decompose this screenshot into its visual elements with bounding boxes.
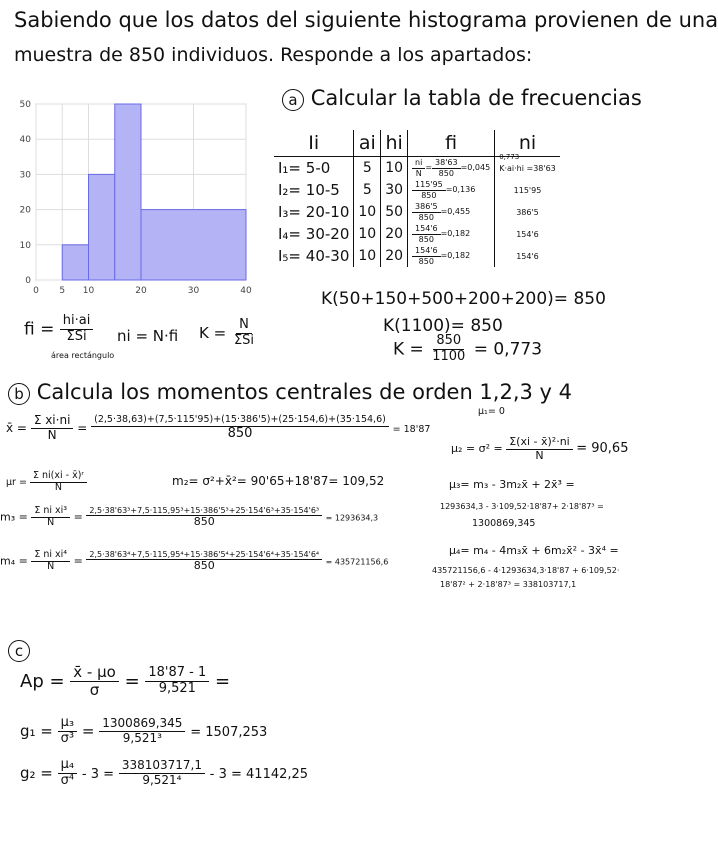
histogram-bar [62,245,88,280]
mean-big-den: 850 [227,425,253,441]
mean-big-num: (2,5·38,63)+(7,5·115'95)+(15·386'5)+(25·154,6)+(35·154,6) [91,415,389,427]
k-formula-lhs: K = [199,323,227,342]
x-tick-label: 30 [187,286,200,296]
section-a-letter: a [282,89,304,111]
g2-formula [20,758,308,789]
g2-den1: σ⁴ [60,772,75,788]
x-tick-label: 20 [135,286,147,296]
k-formula-den: ΣSi [233,332,255,348]
mu4-calc-2: 18'87² + 2·18'87³ = 338103717,1 [440,580,577,589]
mu2-num: Σ(xi - x̄)²·ni [506,436,573,450]
fi-num: ni [412,158,425,168]
k-formula [199,318,257,349]
fi-den: N [415,168,422,178]
header-hi: hi [381,130,408,157]
fi-formula [24,314,93,345]
intro-line-2: muestra de 850 individuos. Responde a los apartados: [14,44,533,66]
fi-den: 850 [418,234,434,244]
fi-mid-num: 38'63 [432,158,461,168]
y-tick-label: 40 [19,135,31,146]
mu4-formula: μ₄= m₄ - 4m₃x̄ + 6m₂x̄² - 3x̄⁴ = [449,544,619,557]
frequency-table [274,130,560,267]
cell-ni [495,223,560,245]
section-b-letter: b [8,383,30,405]
fi-num: 154'6 [412,224,441,234]
header-ni: ni [495,130,560,157]
y-tick-label: 50 [19,100,31,110]
cell-fi [408,179,495,201]
m3-big-den: 850 [193,515,215,529]
x-tick-label: 5 [59,286,66,296]
ap-num2: 18'87 - 1 [145,666,209,682]
m3-formula: m₃ = $\frac{\text{Σ ni xi³}}{N}$ = $\frac{\text{2,5·38'63³+7,5·115,95³+15·386'5³+25·154'6³+35·154'6³}}{850}$ = 1293634,3 [0,505,379,529]
cell-fi [408,223,495,245]
mu1: μ₁= 0 [478,406,505,417]
section-c-heading [8,640,30,662]
ap-num1: x̄ - μo [70,664,119,682]
cell-hi: 30 [381,179,408,201]
y-tick-label: 20 [19,205,31,216]
cell-ai: 10 [354,223,381,245]
y-tick-label: 0 [25,276,31,286]
fi-den: ΣSi [66,328,87,344]
fi-result: =0,182 [440,251,471,261]
fi-num: 154'6 [412,246,441,256]
ni-sup: 0,773 [499,153,520,161]
histogram-chart [10,96,260,296]
k-num: 850 [433,334,464,350]
cell-hi: 20 [381,223,408,245]
section-b-title: Calcula los momentos centrales de orden 1,2,3 y 4 [36,380,573,404]
k-den: 1100 [432,348,466,364]
table-row [274,223,560,245]
table-row [274,157,560,180]
y-tick-label: 30 [19,170,31,181]
ap-lhs: Ap = [20,670,65,692]
section-b-heading [8,380,572,405]
m4-den: N [47,560,55,572]
g1-den1: σ³ [60,730,75,746]
m3-lhs: m₃ = [0,510,28,524]
mu3-formula: μ₃= m₃ - 3m₂x̄ + 2x̄³ = [449,478,575,491]
cell-ni [495,153,560,180]
mu3-calc: 1293634,3 - 3·109,52·18'87+ 2·18'87³ = [440,502,604,511]
table-row [274,201,560,223]
m3-num: Σ ni xi³ [31,506,70,518]
cell-hi: 20 [381,245,408,267]
k-lhs: K = [393,339,424,360]
ni-value: K·ai·hi =38'63 [499,163,556,173]
ni-value: 154'6 [516,251,539,261]
m4-result: = 435721156,6 [325,557,389,567]
histogram-bar [89,174,115,280]
section-c-letter: c [8,640,30,662]
fi-num: hi·ai [60,314,94,330]
g2-result: - 3 = 41142,25 [209,766,309,782]
fi-num: 115'95 [412,180,446,190]
cell-interval: I₂= 10-5 [278,181,340,199]
g2-mid: - 3 = [81,766,115,782]
ni-value: 154'6 [516,229,539,239]
mur-num: Σ ni(xi - x̄)ʳ [30,471,87,483]
g1-num2: 1300869,345 [99,717,185,732]
cell-fi: $\frac{ni}{N}$ = $\frac{38'63}{850}$ =0,045 [408,157,495,180]
g1-result: = 1507,253 [190,724,268,740]
cell-hi: 10 [381,157,408,180]
fi-lhs: fi = [24,319,55,340]
m3-big-num: 2,5·38'63³+7,5·115,95³+15·386'5³+25·154'6³+35·154'6³ [86,506,322,516]
ap-result: = [215,670,231,692]
cell-fi [408,201,495,223]
fi-num: 386'5 [412,202,441,212]
mean-lhs: x̄ = [6,420,27,435]
histogram-bar [115,104,141,280]
mur-lhs: μr = [6,476,27,488]
cell-ai: 5 [354,179,381,201]
ap-den1: σ [89,681,100,700]
fi-den: 850 [418,256,434,266]
k-calc-line-3 [393,334,542,365]
mean-num: Σ xi·ni [31,414,74,429]
fi-note: área rectángulo [51,351,115,360]
table-row [274,245,560,267]
cell-ai: 10 [354,245,381,267]
g2-num1: μ₄ [58,758,77,774]
g1-den2: 9,521³ [122,730,162,745]
k-result: = 0,773 [473,339,543,360]
mur-den: N [54,481,62,493]
k-calc-line-1: K(50+150+500+200+200)= 850 [321,289,606,309]
x-tick-label: 40 [240,286,252,296]
fi-result: =0,136 [445,185,476,195]
mu3-result: 1300869,345 [472,518,536,529]
g2-lhs: g₂ = [20,763,53,782]
g1-num1: μ₃ [58,716,77,732]
mu4-calc-1: 435721156,6 - 4·1293634,3·18'87 + 6·109,52· [432,566,620,575]
ni-formula: ni = N·fi [117,327,179,345]
section-a-title: Calcular la tabla de frecuencias [310,86,642,110]
cell-ni [495,179,560,201]
ap-den2: 9,521 [158,681,196,697]
cell-fi [408,245,495,267]
g2-den2: 9,521⁴ [142,772,182,787]
m3-result: = 1293634,3 [325,513,379,523]
ni-value: 386'5 [516,207,539,217]
k-formula-num: N [236,318,252,334]
section-a-heading [282,86,642,111]
g1-lhs: g₁ = [20,721,53,740]
fi-den: 850 [421,190,437,200]
header-interval: Ii [274,130,354,157]
m4-num: Σ ni xi⁴ [31,550,70,562]
x-tick-label: 10 [82,286,95,296]
m4-big-num: 2,5·38'63⁴+7,5·115,95⁴+15·386'5⁴+25·154'6⁴+35·154'6⁴ [86,550,322,560]
g2-num2: 338103717,1 [119,759,205,774]
x-tick-label: 0 [33,286,39,296]
cell-ni [495,201,560,223]
cell-interval: I₅= 40-30 [278,247,350,265]
fi-den: 850 [418,212,434,222]
mean-result: = 18'87 [392,423,431,435]
k-calc-line-2: K(1100)= 850 [383,316,503,336]
m4-formula: m₄ = $\frac{\text{Σ ni xi⁴}}{N}$ = $\frac{\text{2,5·38'63⁴+7,5·115,95⁴+15·386'5⁴+25·154'6⁴+35·154'6⁴}}{850}$ = 435721156,6 [0,549,389,573]
header-fi: fi [408,130,495,157]
mur-formula [6,471,87,494]
header-ai: ai [354,130,381,157]
cell-interval: I₁= 5-0 [278,159,331,177]
fi-result: =0,182 [440,229,471,239]
ap-formula: Ap = $\frac{x̄ - \mu o}{\sigma}$ = $\frac{18'87 - 1}{9,521}$ = [20,663,231,700]
mu2-lhs: μ₂ = σ² = [451,442,503,456]
mu2-den: N [535,448,544,462]
mean-den: N [47,427,57,442]
cell-hi: 50 [381,201,408,223]
m4-big-den: 850 [193,559,215,573]
cell-ni [495,245,560,267]
g1-formula: g₁ = $\frac{\text{μ₃}}{\text{σ³}}$ = $\frac{1300869,345}{\text{9,521³}}$ = 1507,253 [20,715,268,746]
histogram-bar [141,210,246,280]
cell-ai: 10 [354,201,381,223]
y-tick-label: 10 [19,240,31,251]
m2-line: m₂= σ²+x̄²= 90'65+18'87= 109,52 [172,474,385,488]
fi-mid-den: 850 [438,168,454,178]
m4-lhs: m₄ = [0,554,28,568]
mu2-result: = 90,65 [576,441,629,457]
ni-value: 115'95 [513,185,542,195]
cell-interval: I₄= 30-20 [278,225,350,243]
mu2-formula [451,436,628,462]
cell-ai: 5 [354,157,381,180]
intro-line-1: Sabiendo que los datos del siguiente histograma provienen de una [14,8,718,32]
mean-formula: x̄ = $\frac{\text{Σ xi·ni}}{N}$ = $\frac{(2,5\cdot 38,63)+(7,5\cdot 115'95)+(15\cdot 386'5)+(25\cdot 154,6)+(35\cdot 154,6)}{850}$ = 18'87 [6,413,431,442]
cell-interval: I₃= 20-10 [278,203,350,221]
fi-result: =0,045 [460,163,491,173]
table-row [274,179,560,201]
fi-result: =0,455 [440,207,471,217]
m3-den: N [47,516,55,528]
